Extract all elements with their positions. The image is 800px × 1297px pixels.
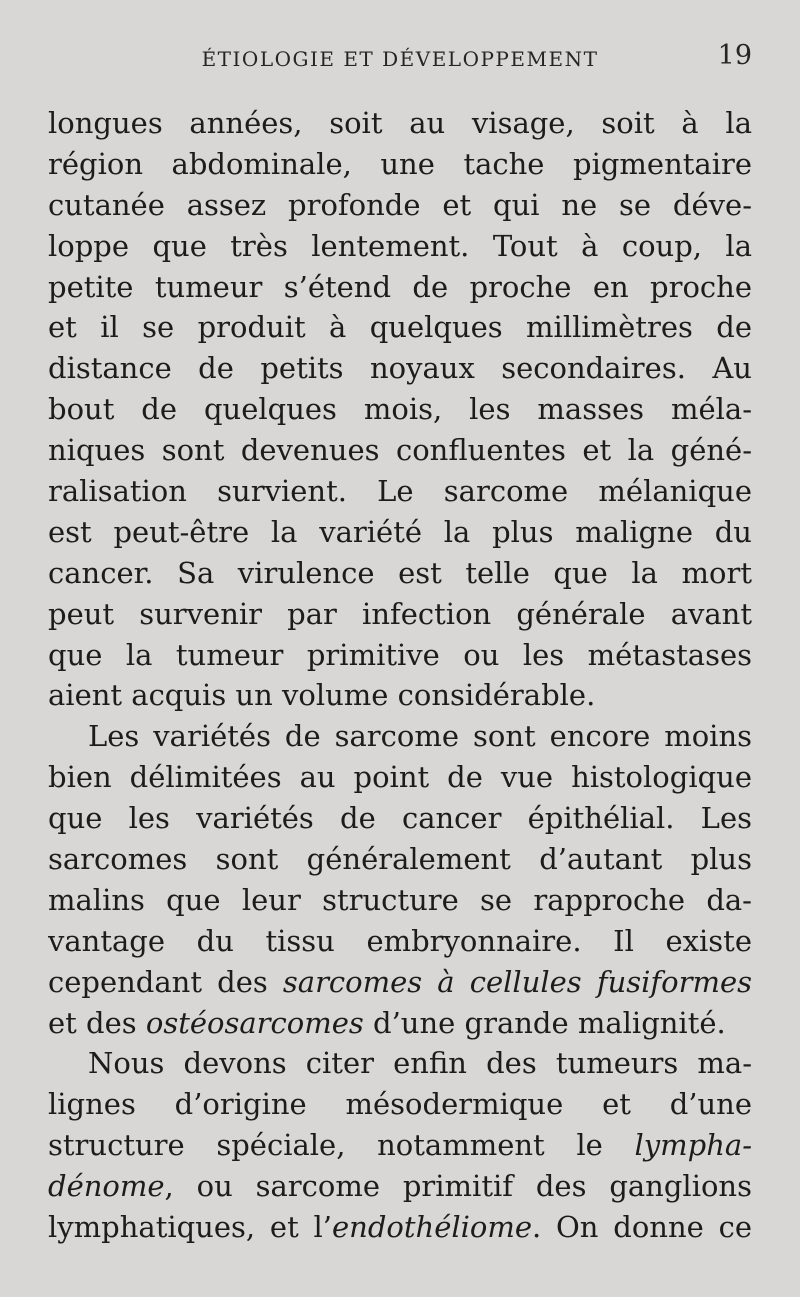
italic-term: endothéliome — [332, 1210, 533, 1245]
text-line — [48, 389, 752, 430]
text-line — [48, 185, 752, 226]
text-line — [48, 921, 752, 962]
running-title: ÉTIOLOGIE ET DÉVELOPPEMENT — [201, 47, 599, 71]
paragraph — [48, 1043, 752, 1247]
italic-term: ostéosarcomes — [145, 1005, 364, 1040]
italic-term: dénome — [48, 1169, 165, 1204]
text-run: que la tumeur primitive ou les métastases — [48, 637, 752, 672]
text-line — [48, 267, 752, 308]
text-line — [48, 307, 752, 348]
text-line — [48, 594, 752, 635]
italic-term: lympha- — [634, 1128, 752, 1163]
text-run: petite tumeur s’étend de proche en proche — [48, 269, 752, 304]
text-line — [48, 757, 752, 798]
text-run: et il se produit à quelques millimètres de — [48, 310, 752, 345]
text-line — [48, 553, 752, 594]
text-line — [48, 144, 752, 185]
text-run: vantage du tissu embryonnaire. Il existe — [48, 923, 752, 958]
text-run: Les variétés de sarcome sont encore moins — [88, 719, 752, 754]
text-run: bout de quelques mois, les masses méla- — [48, 392, 752, 427]
text-run: cutanée assez profonde et qui ne se déve- — [48, 187, 752, 222]
page-number: 19 — [717, 40, 752, 71]
text-run: cancer. Sa virulence est telle que la mort — [48, 555, 752, 590]
text-run: Nous devons citer enfin des tumeurs ma- — [88, 1046, 752, 1081]
text-run: structure spéciale, notamment le — [48, 1128, 635, 1163]
text-run: lignes d’origine mésodermique et d’une — [48, 1087, 752, 1122]
text-run: sarcomes sont généralement d’autant plus — [48, 842, 752, 877]
text-run: d’une grande malignité. — [363, 1005, 726, 1040]
text-line — [48, 880, 752, 921]
text-run: loppe que très lentement. Tout à coup, la — [48, 228, 752, 263]
text-run: ralisation survient. Le sarcome mélanique — [48, 474, 752, 509]
text-run: bien délimitées au point de vue histologique — [48, 760, 752, 795]
text-run: . On donne ce — [532, 1210, 752, 1245]
text-line — [48, 962, 752, 1003]
text-run: malins que leur structure se rapproche da- — [48, 882, 752, 917]
text-run: distance de petits noyaux secondaires. Au — [48, 351, 752, 386]
text-line — [48, 1084, 752, 1125]
text-line — [48, 635, 752, 676]
text-run: que les variétés de cancer épithélial. Les — [48, 801, 752, 836]
text-line — [48, 226, 752, 267]
text-run: aient acquis un volume considérable. — [48, 678, 596, 713]
text-line — [48, 1207, 752, 1248]
text-line — [48, 798, 752, 839]
paragraph — [48, 103, 752, 716]
text-line — [48, 512, 752, 553]
text-run: lymphatiques, et l’ — [48, 1210, 332, 1245]
text-line — [48, 348, 752, 389]
body-text — [48, 103, 752, 1248]
text-run: région abdominale, une tache pigmentaire — [48, 146, 752, 181]
text-run: cependant des — [48, 964, 283, 999]
text-line — [48, 1043, 752, 1084]
text-line — [48, 839, 752, 880]
paragraph — [48, 716, 752, 1043]
text-run: longues années, soit au visage, soit à la — [48, 106, 752, 140]
text-line — [48, 1125, 752, 1166]
text-line — [48, 471, 752, 512]
italic-term: sarcomes à cellules fusiformes — [282, 964, 752, 999]
text-line — [48, 675, 752, 716]
text-line — [48, 716, 752, 757]
text-run: peut survenir par infection générale avant — [48, 596, 752, 631]
text-run: et des — [48, 1005, 146, 1040]
text-line — [48, 103, 752, 144]
text-line — [48, 430, 752, 471]
text-run: est peut-être la variété la plus maligne du — [48, 514, 752, 549]
text-run: niques sont devenues confluentes et la géné- — [48, 433, 752, 468]
text-line — [48, 1166, 752, 1207]
running-head — [48, 38, 752, 78]
text-run: , ou sarcome primitif des ganglions — [164, 1169, 752, 1204]
text-line — [48, 1003, 752, 1044]
